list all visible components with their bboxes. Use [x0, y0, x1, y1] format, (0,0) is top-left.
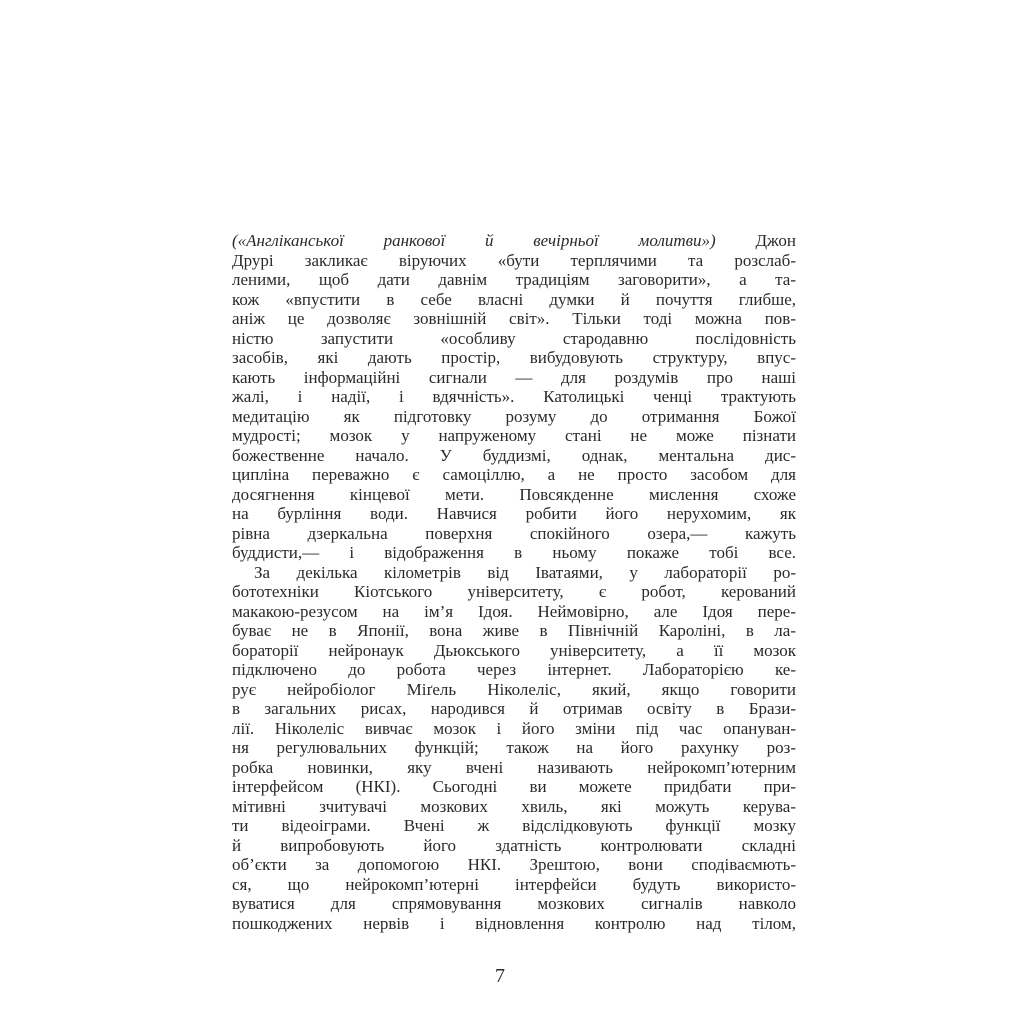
text-line: леними, щоб дати давнім традиціям заговорити», а та- — [232, 270, 796, 289]
text-line: За декілька кілометрів від Іватаями, у лабораторії ро- — [254, 562, 796, 582]
body-text — [232, 231, 796, 933]
text-line: ня регулювальних функцій; також на його рахунку роз- — [232, 738, 796, 757]
text-line: медитацію як підготовку розуму до отримання Божої — [232, 406, 796, 426]
text-line: бораторії нейронаук Дьюкського університету, а її мозок — [232, 640, 796, 660]
text-line: буває не в Японії, вона живе в Північній Кароліні, в ла- — [232, 621, 796, 640]
text-line: підключено до робота через інтернет. Лабораторією ке- — [232, 660, 796, 679]
text-line: й випробовують його здатність контролювати складні — [232, 835, 796, 855]
text-line-first — [232, 231, 796, 251]
text-line: кають інформаційні сигнали — для роздумів про наші — [232, 367, 796, 387]
text-line: бототехніки Кіотського університету, є робот, керований — [232, 582, 796, 601]
text-line: ся, що нейрокомп’ютерні інтерфейси будуть використо- — [232, 874, 796, 894]
text-line: жалі, і надії, і вдячність». Католицькі ченці трактують — [232, 387, 796, 406]
text-line: божественне начало. У буддизмі, однак, ментальна дис- — [232, 445, 796, 465]
text-line: мудрості; мозок у напруженому стані не може пізнати — [232, 426, 796, 445]
text-line: на бурління води. Навчися робити його нерухомим, як — [232, 504, 796, 523]
text-line: рує нейробіолог Міґель Ніколеліс, який, якщо говорити — [232, 679, 796, 699]
italic-title: («Англіканської ранкової й вечірньої молитви») — [232, 231, 716, 250]
text-line: досягнення кінцевої мети. Повсякденне мислення схоже — [232, 484, 796, 504]
text-line: ти відеоіграми. Вчені ж відслідковують функції мозку — [232, 816, 796, 835]
text-line: пошкоджених нервів і відновлення контролю над тілом, — [232, 913, 796, 933]
text-line: рівна дзеркальна поверхня спокійного озера,— кажуть — [232, 523, 796, 543]
text-line: в загальних рисах, народився й отримав освіту в Брази- — [232, 699, 796, 718]
text-line: макакою-резусом на ім’я Ідоя. Неймовірно, але Ідоя пере- — [232, 601, 796, 621]
text-line: лії. Ніколеліс вивчає мозок і його зміни під час опануван- — [232, 718, 796, 738]
text-line: ципліна переважно є самоціллю, а не просто засобом для — [232, 465, 796, 484]
first-line-rest: Джон — [715, 231, 796, 250]
page-number: 7 — [495, 965, 505, 987]
text-line: об’єкти за допомогою НКІ. Зрештою, вони сподіваємють- — [232, 855, 796, 874]
text-line: буддисти,— і відображення в ньому покаже тобі все. — [232, 543, 796, 562]
text-line: вуватися для спрямовування мозкових сигналів навколо — [232, 894, 796, 913]
text-line: ністю запустити «особливу стародавню послідовність — [232, 328, 796, 348]
text-line: робка новинки, яку вчені називають нейрокомп’ютерним — [232, 757, 796, 777]
text-line: Друрі закликає віруючих «бути терплячими та розслаб- — [232, 250, 796, 270]
text-line: аніж це дозволяє зовнішній світ». Тільки тоді можна пов- — [232, 309, 796, 328]
text-line: мітивні зчитувачі мозкових хвиль, які можуть керува- — [232, 796, 796, 816]
text-line: кож «впустити в себе власні думки й почуття глибше, — [232, 289, 796, 309]
text-line: засобів, які дають простір, вибудовують структуру, впус- — [232, 348, 796, 367]
text-line: інтерфейсом (НКІ). Сьогодні ви можете придбати при- — [232, 777, 796, 796]
